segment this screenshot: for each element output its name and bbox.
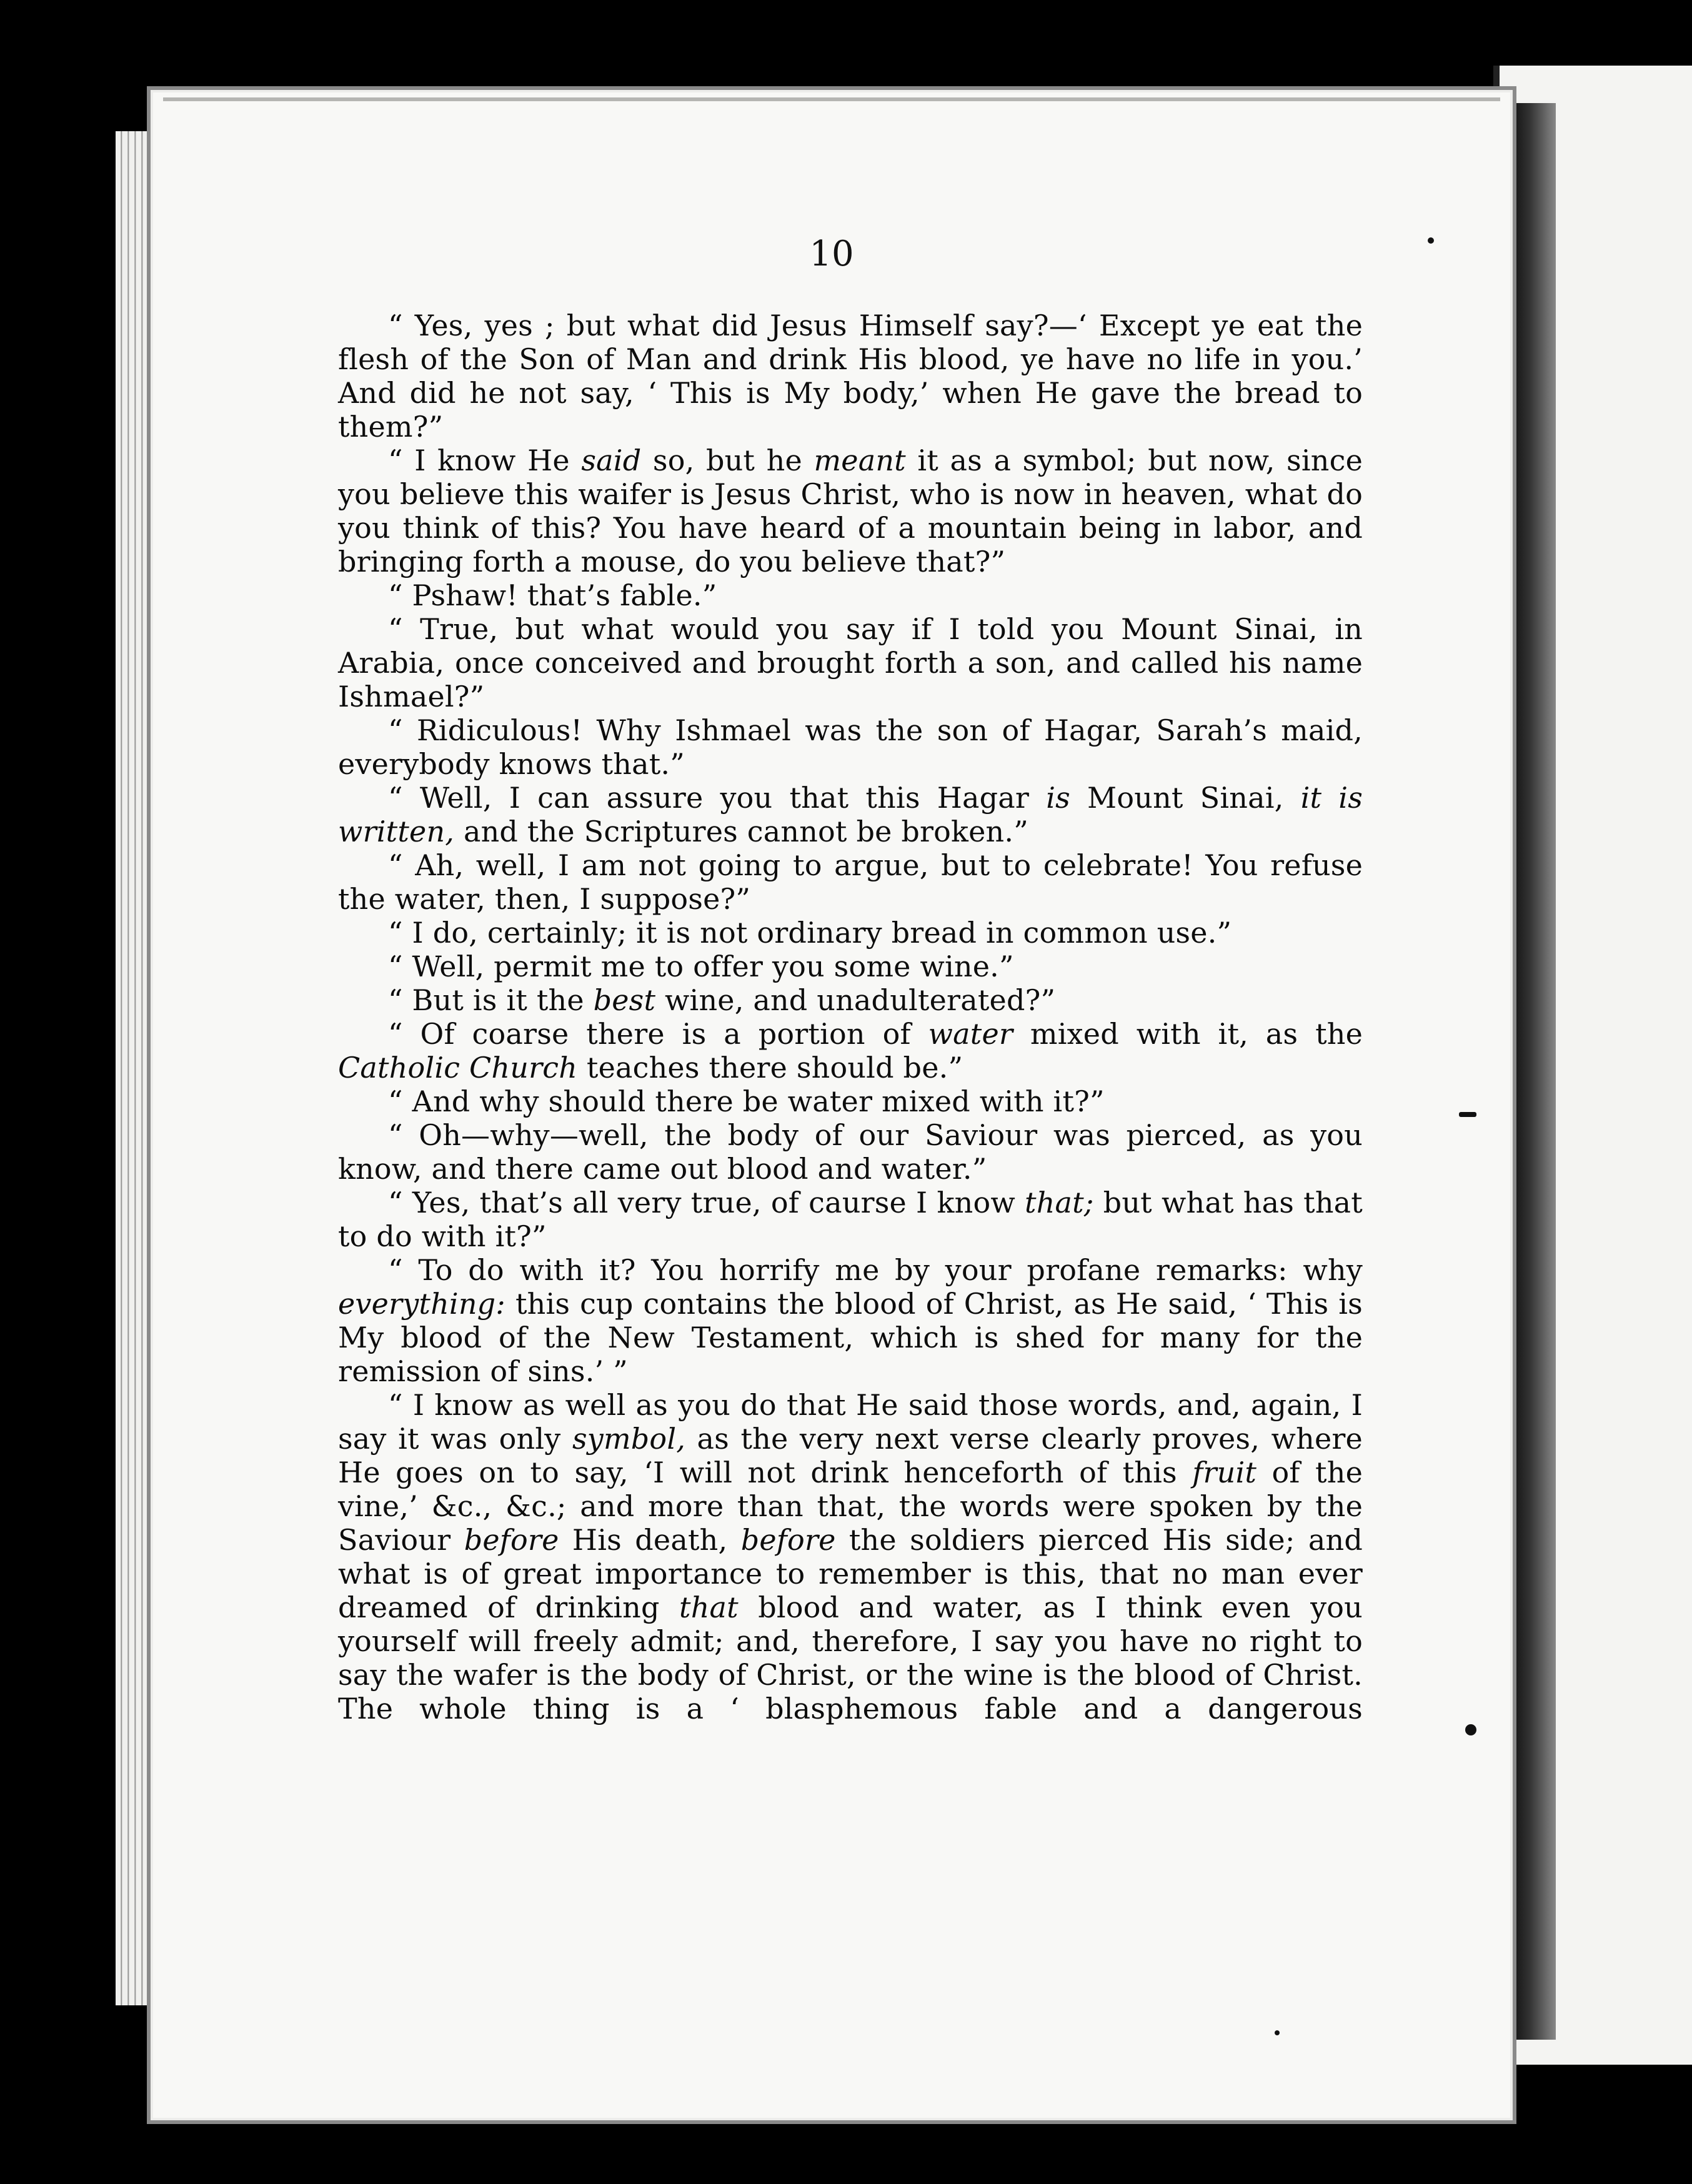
italic-text: it is written, — [338, 781, 1363, 848]
text-run: “ To do with it? You horrify me by your profane remarks: why — [388, 1253, 1363, 1287]
text-run: and the Scriptures cannot be broken.” — [454, 815, 1028, 848]
text-run: mixed with it, as the — [1013, 1017, 1363, 1051]
text-run: “ Ah, well, I am not going to argue, but to celebrate! You refuse the water, then, I suppose?” — [338, 848, 1363, 916]
paragraph — [338, 1186, 1363, 1253]
paragraph — [338, 612, 1363, 713]
italic-text: fruit — [1192, 1456, 1257, 1489]
text-run: “ Of coarse there is a portion of — [388, 1017, 928, 1051]
ink-speck — [1428, 237, 1434, 244]
text-run: “ Pshaw! that’s fable.” — [388, 578, 717, 612]
paragraph — [338, 916, 1363, 950]
text-run: “ I do, certainly; it is not ordinary bread in common use.” — [388, 916, 1232, 950]
text-run: Mount Sinai, — [1070, 781, 1301, 815]
text-run: as the very next verse clearly proves, where He goes on to say, ‘I will not drink henceforth of this — [338, 1422, 1363, 1489]
italic-text: Catholic Church — [338, 1051, 578, 1085]
italic-text: everything: — [338, 1287, 506, 1321]
paragraph — [338, 1085, 1363, 1118]
paragraph — [338, 1118, 1363, 1186]
italic-text: water — [928, 1017, 1013, 1051]
paragraph — [338, 781, 1363, 848]
text-run: “ Well, I can assure you that this Hagar — [388, 781, 1047, 815]
ink-speck — [1275, 2030, 1280, 2035]
text-run: blood and water, as I think even you yourself will freely admit; and, therefore, I say you have no right to say the wafer is the body of Christ, or the wine is the blood of Christ. The whole thing is a ‘ blasphemous fable and a dangerous — [338, 1591, 1363, 1725]
text-run: “ I know as well as you do that He said those words, and, again, I say it was only — [338, 1388, 1363, 1456]
italic-text: best — [593, 983, 656, 1017]
text-run: this cup contains the blood of Christ, as He said, ‘ This is My blood of the New Testament, which is shed for many for the remission of sins.’ ” — [338, 1287, 1363, 1388]
book-page — [147, 86, 1516, 2124]
text-run: teaches there should be.” — [577, 1051, 963, 1085]
ink-speck — [1465, 1724, 1476, 1735]
paragraph — [338, 950, 1363, 983]
text-run: but what has that to do with it?” — [338, 1186, 1363, 1253]
body-text — [338, 309, 1363, 1725]
text-run: “ Ridiculous! Why Ishmael was the son of Hagar, Sarah’s maid, everybody knows that.” — [338, 713, 1363, 781]
paragraph — [338, 444, 1363, 578]
text-run: the soldiers pierced His side; and what is of great importance to remember is this, that no man ever dreamed of drinking — [338, 1523, 1363, 1624]
text-run: “ True, but what would you say if I told you Mount Sinai, in Arabia, once conceived and brought forth a son, and called his name Ishmael?” — [338, 612, 1363, 713]
text-run: wine, and unadulterated?” — [655, 983, 1056, 1017]
text-run: it as a symbol; but now, since you believe this waifer is Jesus Christ, who is now in heaven, what do you think of this? You have heard of a mountain being in labor, and bringing forth a mouse, do you believe that?” — [338, 444, 1363, 578]
paragraph — [338, 578, 1363, 612]
italic-text: before — [464, 1523, 559, 1557]
text-run: “ Well, permit me to offer you some wine.” — [388, 950, 1014, 983]
text-run: “ I know He — [388, 444, 582, 477]
text-run: of the vine,’ &c., &c.; and more than that, the words were spoken by the Saviour — [338, 1456, 1363, 1557]
italic-text: that — [679, 1591, 739, 1624]
italic-text: before — [740, 1523, 836, 1557]
italic-text: symbol, — [572, 1422, 686, 1456]
page-fold-shadow — [1512, 103, 1556, 2040]
text-run: “ Oh—why—well, the body of our Saviour was pierced, as you know, and there came out blood and water.” — [338, 1118, 1363, 1186]
text-run: “ But is it the — [388, 983, 594, 1017]
paragraph — [338, 1017, 1363, 1085]
text-run: “ And why should there be water mixed with it?” — [388, 1085, 1105, 1118]
page-number: 10 — [809, 234, 854, 274]
ink-speck — [1459, 1112, 1476, 1117]
italic-text: said — [581, 444, 642, 477]
text-run: “ Yes, that’s all very true, of caurse I know — [388, 1186, 1025, 1219]
paragraph — [338, 848, 1363, 916]
paragraph — [338, 1253, 1363, 1388]
adjacent-page-edge — [1493, 66, 1692, 2065]
italic-text: meant — [814, 444, 906, 477]
paragraph — [338, 1388, 1363, 1725]
page-top-edge — [163, 97, 1500, 101]
paragraph — [338, 983, 1363, 1017]
text-run: “ Yes, yes ; but what did Jesus Himself say?—‘ Except ye eat the flesh of the Son of Man and drink His blood, ye have no life in you.’ And did he not say, ‘ This is My body,’ when He gave the bread to them?” — [338, 309, 1363, 444]
paragraph — [338, 309, 1363, 444]
paragraph — [338, 713, 1363, 781]
italic-text: that; — [1025, 1186, 1094, 1219]
text-run: so, but he — [641, 444, 814, 477]
italic-text: is — [1046, 781, 1070, 815]
text-run: His death, — [559, 1523, 741, 1557]
